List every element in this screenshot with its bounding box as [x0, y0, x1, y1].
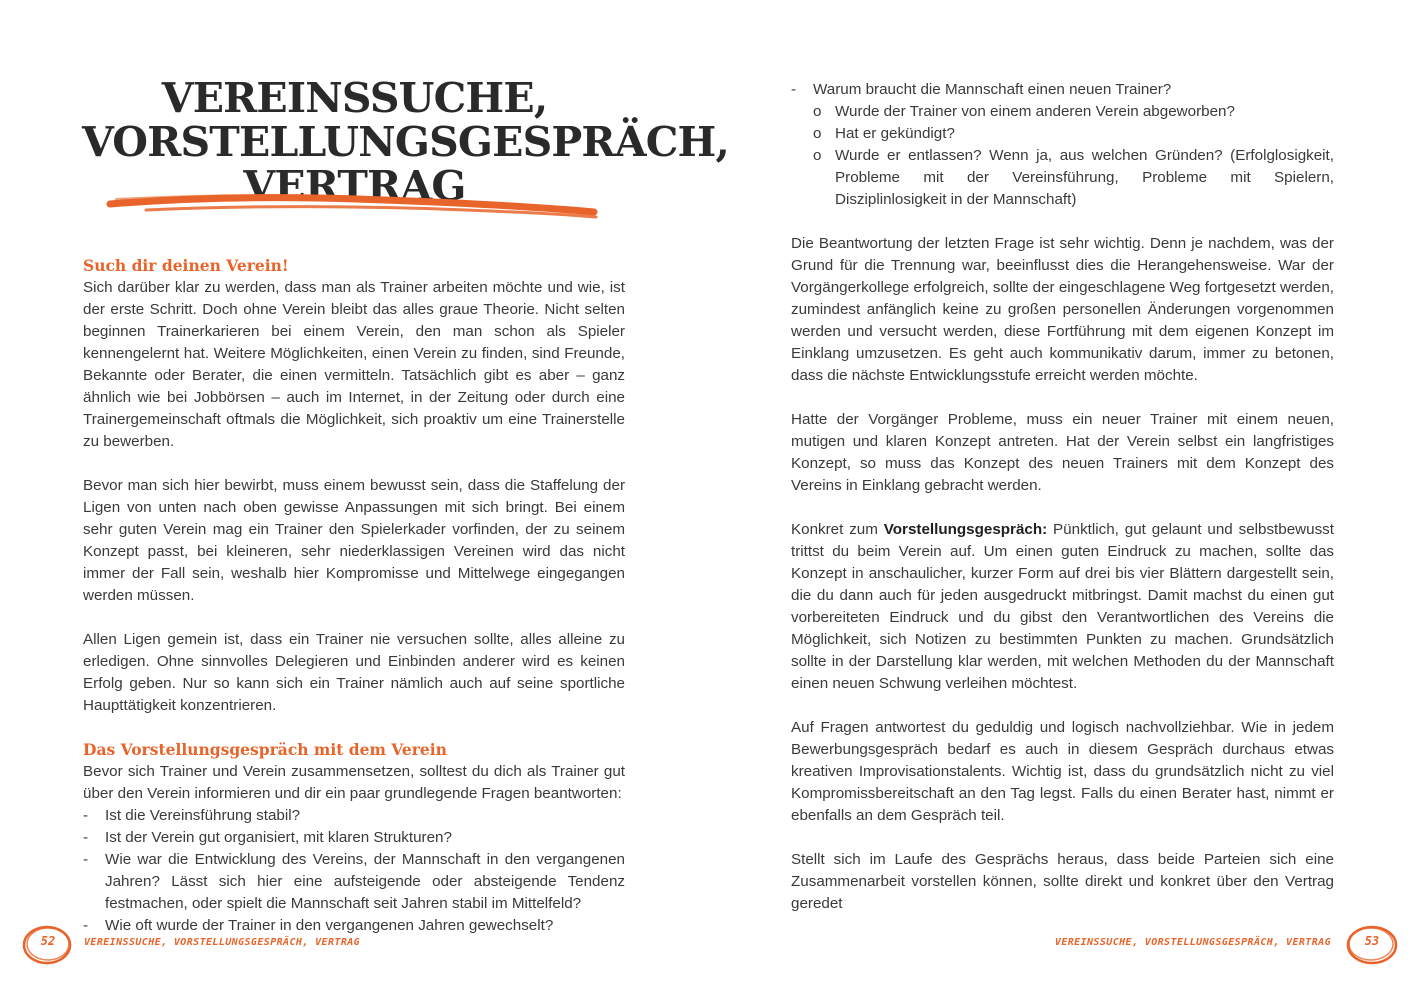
sub-list-item [791, 145, 1334, 211]
paragraph: Auf Fragen antwortest du geduldig und logisch nachvollziehbar. Wie in jedem Bewerbungsgespräch bedarf es auch in diesem Gespräch durchaus etwas kreativen Improvisationstalents. Wichtig ist, dass du grundsätzlich nicht zu viel Kompromissbereitschaft an den Tag legst. Falls du einen Berater hast, nimmt er ebenfalls an dem Gespräch teil. [791, 719, 1334, 824]
sub-list-item-text: Wurde er entlassen? Wenn ja, aus welchen Gründen? (Erfolglosigkeit, Probleme mit der Vereinsführung, Probleme mit Spielern, Disziplinlosigkeit in der Mannschaft) [835, 147, 1334, 208]
running-footer: VEREINSSUCHE, VORSTELLUNGSGESPRÄCH, VERTRAG [1054, 937, 1331, 948]
sub-question-list [791, 101, 1334, 211]
list-item [83, 849, 625, 915]
paragraph: Hatte der Vorgänger Probleme, muss ein neuer Trainer mit einem neuen, mutigen und klaren Konzept antreten. Hat der Verein selbst ein langfristiges Konzept, so muss das Konzept des neuen Trainers mit dem Konzept des Vereins in Einklang gebracht werden. [791, 411, 1334, 494]
right-page [708, 0, 1417, 1000]
page-number: 52 [40, 934, 56, 948]
page-number: 53 [1364, 934, 1380, 948]
paragraph-rest: Pünktlich, gut gelaunt und selbstbewusst trittst du beim Verein auf. Um einen guten Eindruck zu machen, sollte das Konzept in anschaulicher, kurzer Form auf drei bis vier Blättern dargestellt sein, die du dann auch für jeden ausgedruckt mitbringst. Damit machst du einen gut vorbereiteten Eindruck und du gibst den Verantwortlichen des Vereins die Möglichkeit, sich Notizen zu bestimmten Punkten zu machen. Grundsätzlich sollte in der Darstellung klar werden, mit welchen Methoden du der Mannschaft einen neuen Schwung verleihen möchtest. [791, 521, 1334, 692]
circle-marker: o [813, 147, 822, 164]
question-list-continued [791, 79, 1334, 101]
list-item [83, 805, 625, 827]
title-line-1: VEREINSSUCHE, [161, 74, 548, 122]
paragraph: Sich darüber klar zu werden, dass man als Trainer arbeiten möchte und wie, ist der erste Schritt. Doch ohne Verein bleibt das alles graue Theorie. Nicht selten beginnen Trainerkarieren bei einem Verein, den man schon als Spieler kennengelernt hat. Weitere Möglichkeiten, einen Verein zu finden, sind Freunde, Bekannte oder Berater, die einen vermitteln. Tatsächlich gibt es aber – ganz ähnlich wie bei Jobbörsen – auch im Internet, in der Zeitung oder durch eine Trainergemeinschaft oftmals die Möglichkeit, sich proaktiv um eine Trainerstelle zu bewerben. [83, 279, 625, 450]
paragraph: Die Beantwortung der letzten Frage ist sehr wichtig. Denn je nachdem, was der Grund für die Trennung war, beeinflusst dies die Herangehensweise. War der Vorgängerkollege erfolgreich, sollte der eingeschlagene Weg fortgesetzt werden, zumindest anfänglich keine zu großen personellen Änderungen vorgenommen werden und versucht werden, diese Fortführung mit dem eigenen Konzept im Einklang umzusetzen. Es geht auch kommunikativ darum, immer zu betonen, dass die nächste Entwicklungsstufe erreicht werden möchte. [791, 235, 1334, 384]
list-item-text: Wie war die Entwicklung des Vereins, der Mannschaft in den vergangenen Jahren? Lässt sich hier eine aufsteigende oder absteigende Tendenz festmachen, oder spielt die Mannschaft seit Jahren stabil im Mittelfeld? [105, 851, 625, 912]
list-item-text: Wie oft wurde der Trainer in den vergangenen Jahren gewechselt? [105, 917, 554, 934]
list-item [791, 79, 1334, 101]
question-list [83, 805, 625, 937]
paragraph: Bevor man sich hier bewirbt, muss einem bewusst sein, dass die Staffelung der Ligen von unten nach oben gewisse Anpassungen mit sich bringt. Bei einem sehr guten Verein mag ein Trainer den Spielerkader vorfinden, der zu seinem Konzept passt, bei kleineren, sehr niederklassigen Vereinen wird das nicht immer der Fall sein, weshalb hier Kompromisse und Mittelwege eingegangen werden müssen. [83, 477, 625, 604]
sub-list-item [791, 123, 1334, 145]
left-body [83, 255, 625, 937]
sub-list-item-text: Hat er gekündigt? [835, 125, 955, 142]
paragraph [791, 519, 1334, 695]
page-number-badge [1344, 922, 1400, 964]
title-line-2: VORSTELLUNGSGESPRÄCH, [82, 118, 729, 166]
dash-marker: - [83, 917, 89, 934]
list-item-text: Ist die Vereinsführung stabil? [105, 807, 301, 824]
dash-marker: - [83, 851, 89, 868]
dash-marker: - [791, 81, 797, 98]
sub-list-item [791, 101, 1334, 123]
running-footer: VEREINSSUCHE, VORSTELLUNGSGESPRÄCH, VERTRAG [84, 937, 361, 948]
paragraph: Bevor sich Trainer und Verein zusammensetzen, solltest du dich als Trainer gut über den Verein informieren und dir ein paar grundlegende Fragen beantworten: [83, 763, 625, 802]
dash-marker: - [83, 829, 89, 846]
page-number-badge [20, 922, 76, 964]
dash-marker: - [83, 807, 89, 824]
title-line-3: VERTRAG [243, 162, 466, 210]
paragraph-lead: Konkret zum [791, 521, 884, 538]
paragraph: Allen Ligen gemein ist, dass ein Trainer nie versuchen sollte, alles alleine zu erledigen. Ohne sinnvolles Delegieren und Einbinden anderer wird es keinen Erfolg geben. Nur so kann sich ein Trainer nämlich auch auf seine sportliche Haupttätigkeit konzentrieren. [83, 631, 625, 714]
list-item-text: Ist der Verein gut organisiert, mit klaren Strukturen? [105, 829, 452, 846]
list-item-text: Warum braucht die Mannschaft einen neuen Trainer? [813, 81, 1172, 98]
paragraph: Stellt sich im Laufe des Gesprächs heraus, dass beide Parteien sich eine Zusammenarbeit vorstellen können, sollte direkt und konkret über den Vertrag geredet [791, 851, 1334, 912]
list-item [83, 827, 625, 849]
bold-term: Vorstellungsgespräch: [883, 521, 1048, 538]
section-heading-verein: Such dir deinen Verein! [83, 256, 289, 275]
sub-list-item-text: Wurde der Trainer von einem anderen Verein abgeworben? [835, 103, 1235, 120]
brush-underline [106, 190, 601, 222]
circle-marker: o [813, 125, 822, 142]
right-body [791, 79, 1334, 915]
circle-marker: o [813, 103, 822, 120]
chapter-title [82, 74, 729, 210]
section-heading-vorstellungsgespraech: Das Vorstellungsgespräch mit dem Verein [83, 740, 447, 759]
